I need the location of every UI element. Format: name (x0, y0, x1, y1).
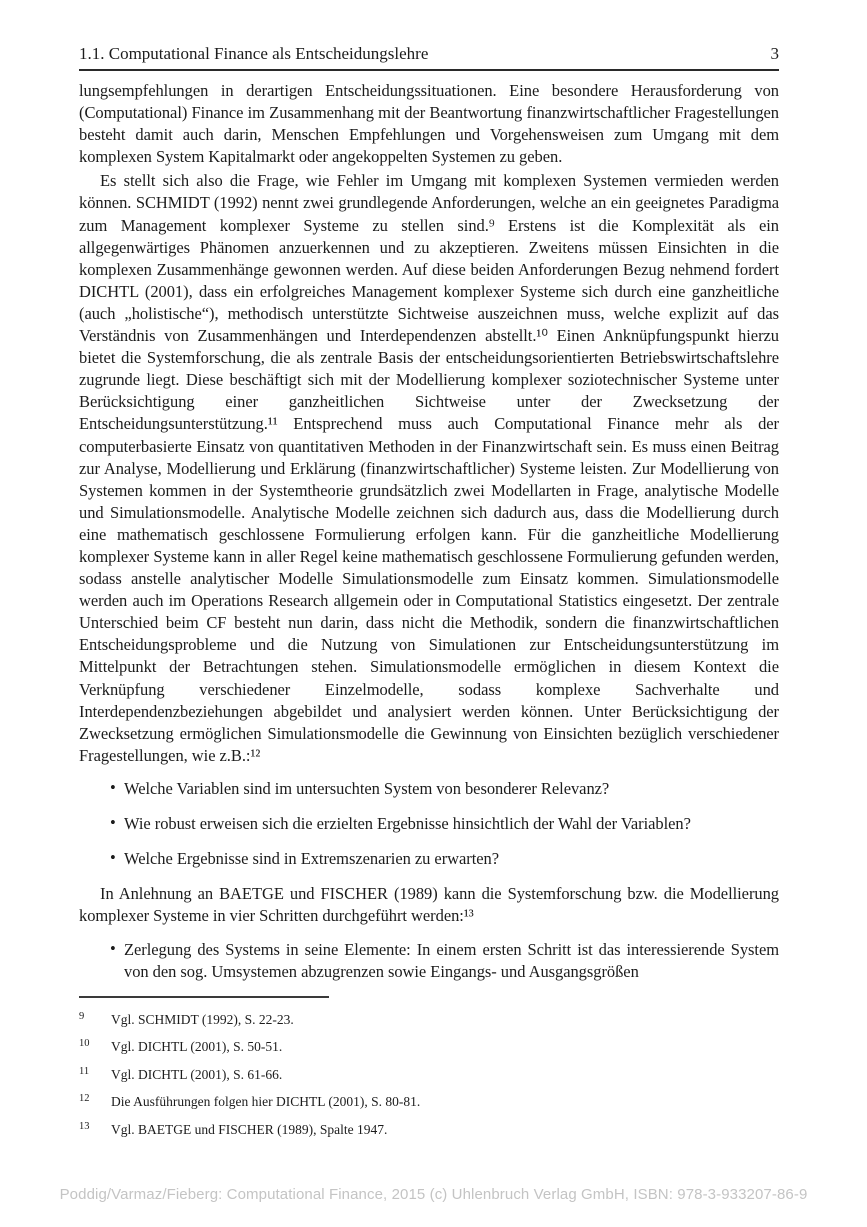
footnote (79, 1093, 779, 1110)
footnote-text: Die Ausführungen folgen hier DICHTL (2001), S. 80-81. (111, 1094, 421, 1110)
list-item (79, 939, 779, 983)
bullet-icon: • (110, 939, 116, 959)
copyright-footer (0, 1186, 867, 1203)
footnote-text: Vgl. DICHTL (2001), S. 61-66. (111, 1066, 283, 1082)
paragraph-continuation: lungsempfehlungen in derartigen Entscheidungssituationen. Eine besondere Herausforderung von (Computational) Finance im Zusammenhang mit der Beantwortung finanzwirtschaftlicher Fragestellungen besteht damit auch darin, Menschen Empfehlungen und Vorgehensweisen zum Umgang mit dem komplexen System Kapitalmarkt oder angekoppelten Systemen zu geben. (79, 81, 779, 167)
list-item-text: Wie robust erweisen sich die erzielten Ergebnisse hinsichtlich der Wahl der Variablen? (124, 814, 691, 833)
bullet-icon: • (110, 813, 116, 832)
text-block (79, 44, 779, 1148)
footnote (79, 1066, 779, 1083)
list-item (79, 848, 779, 870)
list-item (79, 778, 779, 800)
footnote-separator (79, 996, 329, 998)
footnote-list (79, 1011, 779, 1138)
running-header (79, 44, 779, 71)
paragraph: In Anlehnung an BAETGE und FISCHER (1989) kann die Systemforschung bzw. die Modellierung komplexer Systeme in vier Schritten durchgeführt werden:¹³ (79, 884, 779, 926)
footnote (79, 1121, 779, 1138)
question-list (79, 778, 779, 870)
bullet-icon: • (110, 777, 116, 797)
list-item-text: Welche Ergebnisse sind in Extremszenarien zu erwarten? (124, 849, 500, 869)
page-number: 3 (770, 44, 779, 63)
footnotes-section (79, 996, 779, 1138)
footnote-text: Vgl. SCHMIDT (1992), S. 22-23. (111, 1011, 294, 1027)
footnote-number: 13 (79, 1120, 90, 1132)
footnote (79, 1011, 779, 1028)
footnote-number: 12 (79, 1093, 90, 1105)
footnote-number: 10 (79, 1038, 90, 1050)
list-item-text: Zerlegung des Systems in seine Elemente: In einem ersten Schritt ist das interessierende System von den sog. Umsystemen abzugrenzen sowie Eingangs- und Ausgangsgrößen (124, 940, 779, 982)
paragraph: Es stellt sich also die Frage, wie Fehler im Umgang mit komplexen Systemen vermieden werden können. SCHMIDT (1992) nennt zwei grundlegende Anforderungen, welche an ein geeignetes Paradigma zum Management komplexer Systeme zu stellen sind.⁹ Erstens ist die Komplexität als ein allgegenwärtiges Phänomen anzuerkennen und zu akzeptieren. Zweitens müssen Einsichten in die komplexen Zusammenhänge gewonnen werden. Auf diese beiden Anforderungen Bezug nehmend fordert DICHTL (2001), dass ein erfolgreiches Management komplexer Systeme sich durch eine ganzheitliche (auch „holistische“), methodisch unterstützte Sichtweise auszeichnen muss, welche explizit auf das Verständnis von Zusammenhängen und Interdependenzen abstellt.¹⁰ Einen Anknüpfungspunkt hierzu bietet die Systemforschung, die als zentrale Basis der entscheidungsorientierten Betriebswirtschaftslehre zugrunde liegt. Diese beschäftigt sich mit der Modellierung komplexer soziotechnischer Systeme unter Berücksichtigung einer ganzheitlichen Sichtweise unter der Zwecksetzung der Entscheidungsunterstützung.¹¹ Entsprechend muss auch Computational Finance mehr als der computerbasierte Einsatz von quantitativen Methoden in der Finanzwirtschaft sein. Es muss einen Beitrag zur Analyse, Modellierung und Erklärung (finanzwirtschaftlicher) Systeme leisten. Zur Modellierung von Systemen kommen in der Systemtheorie grundsätzlich zwei Modellarten in Frage, analytische Modelle und Simulationsmodelle. Analytische Modelle zeichnen sich dadurch aus, dass die Modellierung durch eine mathematisch geschlossene Formulierung erfolgen kann. Für die ganzheitliche Modellierung komplexer Systeme kann in aller Regel keine mathematisch geschlossene Formulierung gefunden werden, sodass anstelle analytischer Modelle Simulationsmodelle zum Einsatz kommen. Simulationsmodelle werden auch im Operations Research allgemein oder in Computational Statistics eingesetzt. Der zentrale Unterschied beim CF besteht nun darin, dass nicht die Methodik, sondern die finanzwirtschaftlichen Entscheidungsprobleme und die Nutzung von Simulationen zur Entscheidungsunterstützung im Mittelpunkt der Betrachtungen stehen. Simulationsmodelle ermöglichen in diesem Kontext die Verknüpfung verschiedener Einzelmodelle, sodass komplexe Sachverhalte und Interdependenzbeziehungen abgebildet und analysiert werden können. Unter Berücksichtigung der Zwecksetzung ermöglichen Simulationsmodelle die Gewinnung von Einsichten bezüglich verschiedener Fragestellungen, wie z.B.:¹² (79, 171, 779, 765)
footnote-text: Vgl. BAETGE und FISCHER (1989), Spalte 1947. (111, 1121, 388, 1137)
footnote-number: 9 (79, 1010, 85, 1022)
steps-list (79, 939, 779, 983)
bullet-icon: • (110, 848, 116, 868)
footnote-number: 11 (79, 1065, 90, 1077)
section-heading: 1.1. Computational Finance als Entscheidungslehre (79, 44, 429, 63)
footnote (79, 1038, 779, 1055)
copyright-text: Poddig/Varmaz/Fieberg: Computational Finance, 2015 (c) Uhlenbruch Verlag GmbH, ISBN: 978-3-933207-86-9 (59, 1186, 808, 1203)
footnote-text: Vgl. DICHTL (2001), S. 50-51. (111, 1039, 283, 1055)
list-item-text: Welche Variablen sind im untersuchten System von besonderer Relevanz? (124, 778, 610, 798)
page-body (79, 80, 779, 1138)
list-item (79, 813, 779, 835)
